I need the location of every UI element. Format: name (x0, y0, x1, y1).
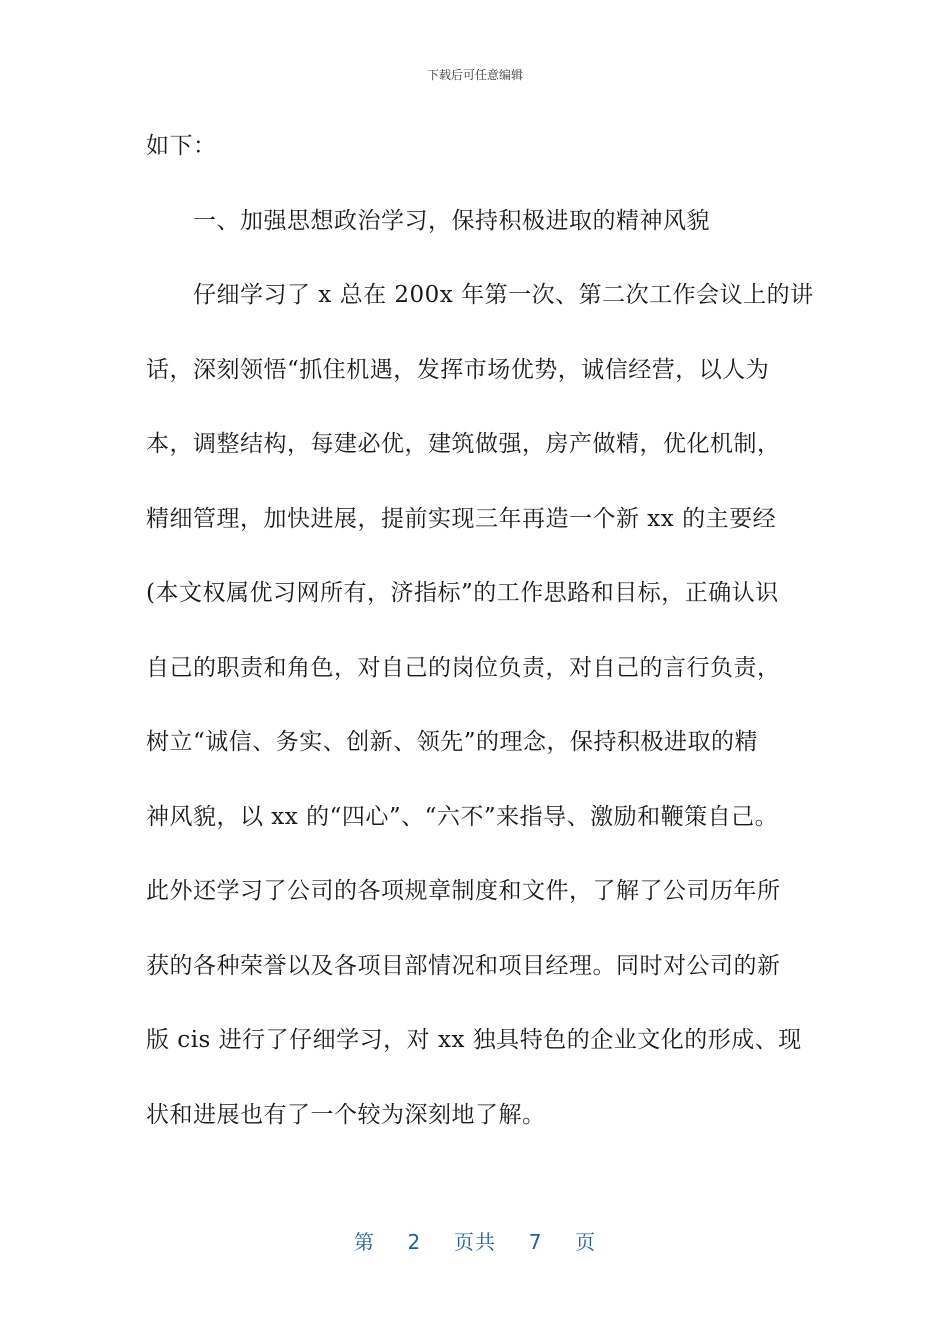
body-line: 此外还学习了公司的各项规章制度和文件，了解了公司历年所 (146, 878, 781, 904)
body-line: 树立“诚信、务实、创新、领先”的理念，保持积极进取的精 (146, 729, 759, 755)
body-line: 版 cis 进行了仔细学习，对 xx 独具特色的企业文化的形成、现 (146, 1027, 802, 1053)
body-line: 获的各种荣誉以及各项目部情况和项目经理。同时对公司的新 (146, 952, 781, 979)
body-line: 精细管理，加快进展，提前实现三年再造一个新 xx 的主要经 (146, 505, 777, 532)
footer-page-number: 2 (407, 1230, 422, 1254)
footer-suffix: 页 (575, 1230, 597, 1254)
body-line: 如下： (146, 133, 217, 159)
footer-prefix: 第 (353, 1230, 375, 1254)
body-line: 状和进展也有了一个较为深刻地了解。 (146, 1101, 546, 1128)
header-note: 下载后可任意编辑 (426, 68, 523, 82)
body-line: (本文权属优习网所有，济指标”的工作思路和目标，正确认识 (146, 580, 779, 606)
page-footer (0, 1226, 950, 1255)
body-line: 仔细学习了 x 总在 200x 年第一次、第二次工作会议上的讲 (193, 282, 814, 308)
body-line: 本，调整结构，每建必优，建筑做强，房产做精，优化机制， (146, 431, 781, 457)
section-heading: 一、加强思想政治学习，保持积极进取的精神风貌 (193, 207, 710, 234)
footer-middle: 页共 (454, 1230, 496, 1254)
body-line: 神风貌，以 xx 的“四心”、“六不”来指导、激励和鞭策自己。 (146, 803, 779, 830)
document-body (146, 126, 826, 1169)
body-line: 话，深刻领悟“抓住机遇，发挥市场优势，诚信经营，以人为 (146, 356, 770, 383)
footer-total-pages: 7 (528, 1230, 543, 1254)
body-line: 自己的职责和角色，对自己的岗位负责，对自己的言行负责， (146, 654, 781, 681)
